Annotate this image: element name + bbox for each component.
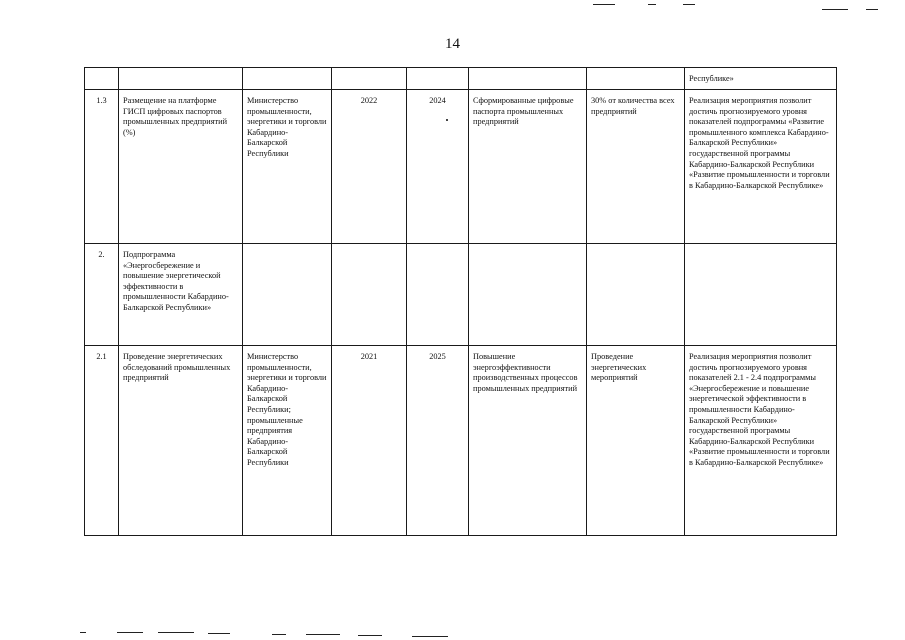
connection-cell: Реализация мероприятия позволит достичь прогнозируемого уровня показателей 2.1 - 2.4 подпрограммы «Энергосбережение и повышение энергетической эффективности в промышленности Кабардино-Балкарской Республики» государственной программы Кабардино-Балкарской Республики «Развитие промышленности и торговли в Кабардино-Балкарской Республике» [685, 346, 837, 536]
connection-cell [685, 244, 837, 346]
scan-artifact-top-3 [683, 4, 695, 5]
row-number-cell: 2.1 [85, 346, 119, 536]
scan-artifact-bottom-5 [272, 634, 286, 635]
start-year-cell [332, 68, 407, 90]
row-number-cell: 1.3 [85, 90, 119, 244]
scan-artifact-dot [446, 119, 448, 121]
row-number-cell [85, 68, 119, 90]
indicator-cell: 30% от количества всех предприятий [587, 90, 685, 244]
scan-artifact-top-5 [866, 9, 878, 10]
table-row-1-3 [85, 90, 837, 244]
activity-name-cell [119, 68, 243, 90]
indicator-cell [587, 68, 685, 90]
expected-result-cell: Повышение энергоэффективности производственных процессов промышленных предприятий [469, 346, 587, 536]
scan-artifact-top-4 [822, 9, 848, 10]
start-year-cell: 2021 [332, 346, 407, 536]
page-number: 14 [445, 36, 460, 52]
end-year-cell [407, 68, 469, 90]
activity-name-cell: Проведение энергетических обследований промышленных предприятий [119, 346, 243, 536]
start-year-cell [332, 244, 407, 346]
scan-artifact-bottom-1 [80, 632, 86, 633]
connection-cell: Реализация мероприятия позволит достичь прогнозируемого уровня показателей подпрограммы «Развитие промышленного комплекса Кабардино-Балкарской Республики» государственной программы Кабардино-Балкарской Республики «Развитие промышленности и торговли в Кабардино-Балкарской Республике» [685, 90, 837, 244]
scan-artifact-top-2 [648, 4, 656, 5]
end-year-cell: 2024 [407, 90, 469, 244]
table-row-continuation [85, 68, 837, 90]
activity-name-cell: Подпрограмма «Энергосбережение и повышение энергетической эффективности в промышленности Кабардино-Балкарской Республики» [119, 244, 243, 346]
scan-artifact-bottom-8 [412, 636, 448, 637]
row-number-cell: 2. [85, 244, 119, 346]
executor-cell [243, 244, 332, 346]
executor-cell: Министерство промышленности, энергетики и торговли Кабардино-Балкарской Республики [243, 90, 332, 244]
end-year-cell [407, 244, 469, 346]
table-row-2 [85, 244, 837, 346]
table-row-2-1 [85, 346, 837, 536]
activity-name-cell: Размещение на платформе ГИСП цифровых паспортов промышленных предприятий (%) [119, 90, 243, 244]
executor-cell: Министерство промышленности, энергетики и торговли Кабардино-Балкарской Республики; промышленные предприятия Кабардино-Балкарской Республики [243, 346, 332, 536]
executor-cell [243, 68, 332, 90]
scan-artifact-bottom-3 [158, 632, 194, 633]
scan-artifact-bottom-7 [358, 635, 382, 636]
start-year-cell: 2022 [332, 90, 407, 244]
end-year-cell: 2025 [407, 346, 469, 536]
expected-result-cell: Сформированные цифровые паспорта промышленных предприятий [469, 90, 587, 244]
connection-cell: Республике» [685, 68, 837, 90]
scan-artifact-top-1 [593, 4, 615, 5]
indicator-cell [587, 244, 685, 346]
indicator-cell: Проведение энергетических мероприятий [587, 346, 685, 536]
program-activities-table [84, 67, 837, 536]
scan-artifact-bottom-2 [117, 632, 143, 633]
expected-result-cell [469, 244, 587, 346]
expected-result-cell [469, 68, 587, 90]
scan-artifact-bottom-4 [208, 633, 230, 634]
scan-artifact-bottom-6 [306, 634, 340, 635]
